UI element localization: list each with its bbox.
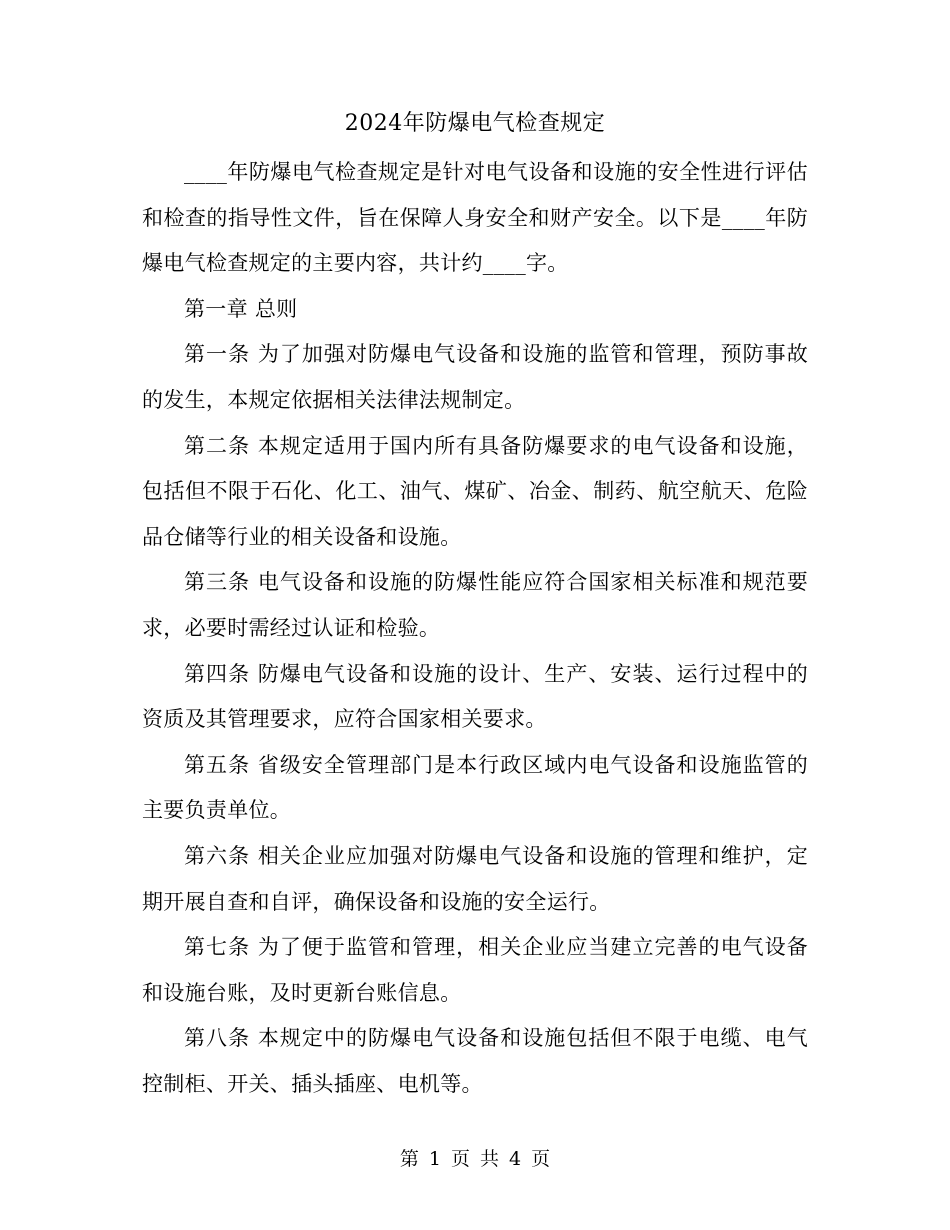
page-footer: 第 1 页 共 4 页	[399, 1148, 551, 1170]
document-title: 2024年防爆电气检查规定	[344, 111, 606, 136]
article-6: 第六条 相关企业应加强对防爆电气设备和设施的管理和维护，定期开展自查和自评，确保设备和设施的安全运行。	[142, 843, 808, 914]
document-body	[142, 150, 808, 1107]
article-3: 第三条 电气设备和设施的防爆性能应符合国家相关标准和规范要求，必要时需经过认证和检验。	[142, 570, 808, 640]
article-8: 第八条 本规定中的防爆电气设备和设施包括但不限于电缆、电气控制柜、开关、插头插座、电机等。	[142, 1026, 808, 1096]
article-7: 第七条 为了便于监管和管理，相关企业应当建立完善的电气设备和设施台账，及时更新台账信息。	[142, 935, 808, 1005]
intro-paragraph: ____年防爆电气检查规定是针对电气设备和设施的安全性进行评估和检查的指导性文件，旨在保障人身安全和财产安全。以下是____年防爆电气检查规定的主要内容，共计约____字。	[142, 160, 808, 276]
article-4: 第四条 防爆电气设备和设施的设计、生产、安装、运行过程中的资质及其管理要求，应符合国家相关要求。	[142, 661, 808, 732]
article-1: 第一条 为了加强对防爆电气设备和设施的监管和管理，预防事故的发生，本规定依据相关法律法规制定。	[142, 342, 808, 412]
chapter-heading: 第一章 总则	[184, 296, 298, 321]
article-2: 第二条 本规定适用于国内所有具备防爆要求的电气设备和设施，包括但不限于石化、化工、油气、煤矿、冶金、制药、航空航天、危险品仓储等行业的相关设备和设施。	[142, 433, 808, 549]
article-5: 第五条 省级安全管理部门是本行政区域内电气设备和设施监管的主要负责单位。	[142, 752, 808, 823]
